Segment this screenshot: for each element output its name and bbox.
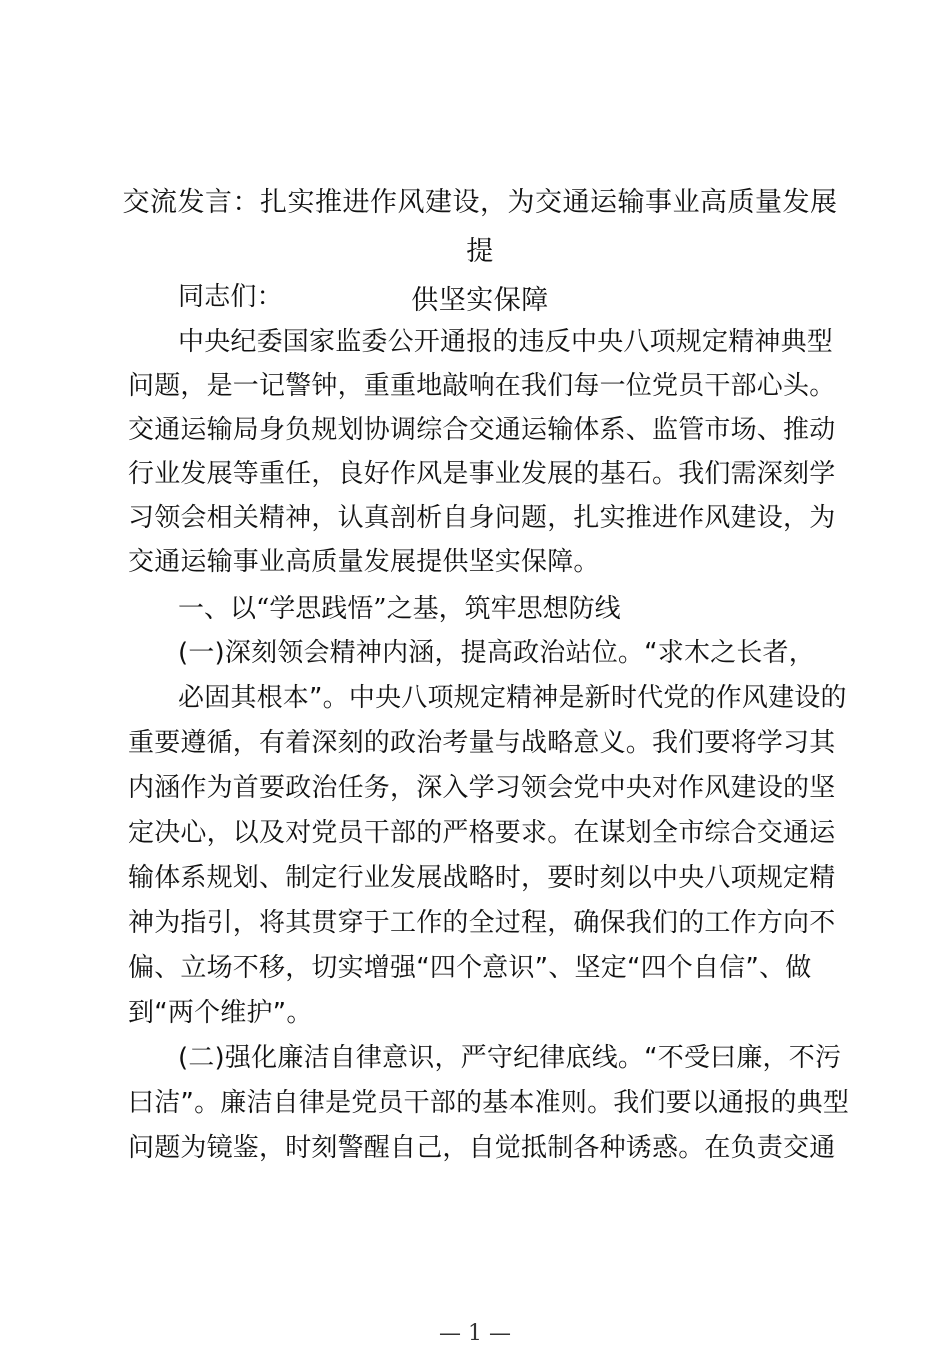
salutation: 同志们： <box>178 282 283 312</box>
paragraph-line: (一)深刻领会精神内涵，提高政治站位。“求木之长者， <box>178 638 815 668</box>
paragraph-line: 重要遵循，有着深刻的政治考量与战略意义。我们要将学习其 <box>128 728 836 758</box>
paragraph-line: 神为指引，将其贯穿于工作的全过程，确保我们的工作方向不 <box>128 908 836 938</box>
paragraph-line: 问题为镜鉴，时刻警醒自己，自觉抵制各种诱惑。在负责交通 <box>128 1133 836 1163</box>
paragraph-line: 到“两个维护”。 <box>128 998 313 1028</box>
intro-line: 问题，是一记警钟，重重地敲响在我们每一位党员干部心头。 <box>128 371 836 401</box>
paragraph-line: 曰洁”。廉洁自律是党员干部的基本准则。我们要以通报的典型 <box>128 1088 850 1118</box>
paragraph-line: 偏、立场不移，切实增强“四个意识”、坚定“四个自信”、做 <box>128 953 812 983</box>
section-heading: 一、以“学思践悟”之基，筑牢思想防线 <box>178 594 621 624</box>
intro-line: 行业发展等重任，良好作风是事业发展的基石。我们需深刻学 <box>128 459 836 489</box>
intro-line: 交通运输事业高质量发展提供坚实保障。 <box>128 547 600 577</box>
title-line-2: 供坚实保障 <box>411 285 549 316</box>
intro-line: 习领会相关精神，认真剖析自身问题，扎实推进作风建设，为 <box>128 503 836 533</box>
paragraph-line: 定决心，以及对党员干部的严格要求。在谋划全市综合交通运 <box>128 818 836 848</box>
intro-line: 中央纪委国家监委公开通报的违反中央八项规定精神典型 <box>178 327 834 357</box>
intro-line: 交通运输局身负规划协调综合交通运输体系、监管市场、推动 <box>128 415 836 445</box>
paragraph-line: 内涵作为首要政治任务，深入学习领会党中央对作风建设的坚 <box>128 773 836 803</box>
paragraph-line: (二)强化廉洁自律意识，严守纪律底线。“不受曰廉，不污 <box>178 1043 842 1073</box>
paragraph-line: 必固其根本”。中央八项规定精神是新时代党的作风建设的 <box>178 683 847 713</box>
page-number: — 1 — <box>439 1321 511 1346</box>
paragraph-line: 输体系规划、制定行业发展战略时，要时刻以中央八项规定精 <box>128 863 836 893</box>
title-line-1: 交流发言：扎实推进作风建设，为交通运输事业高质量发展提 <box>122 187 838 267</box>
